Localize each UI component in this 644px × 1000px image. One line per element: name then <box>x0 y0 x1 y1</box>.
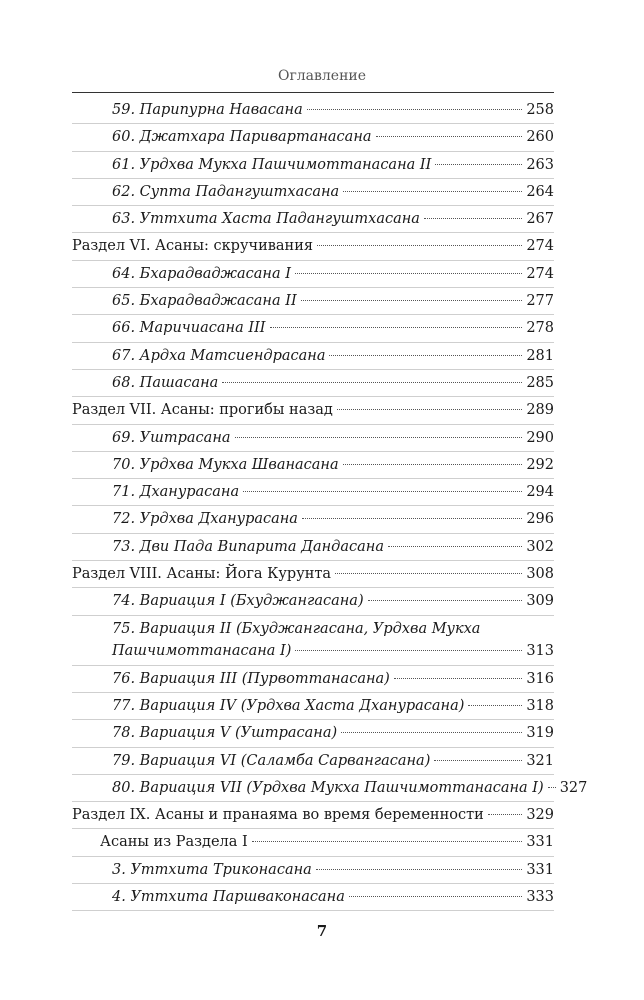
dot-leader <box>316 869 523 870</box>
toc-entry-page: 327 <box>559 779 588 796</box>
toc-entry-page: 285 <box>526 374 554 391</box>
toc-entry-page: 333 <box>526 889 554 906</box>
toc-entry-title: 62. Супта Падангуштхасана <box>112 183 340 200</box>
toc-entry <box>72 179 554 206</box>
toc-entry-title: Асаны из Раздела I <box>100 834 248 851</box>
toc-entry-title: 69. Уштрасана <box>112 429 231 446</box>
toc-entry-title: 67. Ардха Матсиендрасана <box>112 347 326 364</box>
dot-leader <box>270 327 523 328</box>
toc-entry-title: 60. Джатхара Паривартанасана <box>112 129 372 146</box>
toc-entry <box>72 479 554 506</box>
toc-entry-title: Раздел IX. Асаны и пранаяма во время беременности <box>72 807 484 824</box>
toc-entry <box>72 452 554 479</box>
toc-entry-title: Раздел VIII. Асаны: Йога Курунта <box>72 566 332 583</box>
toc-entry <box>72 884 554 911</box>
toc-entry-title: 64. Бхарадваджасана I <box>112 265 291 282</box>
toc-entry <box>72 829 554 856</box>
dot-leader <box>488 814 523 815</box>
toc-entry-title: 65. Бхарадваджасана II <box>112 293 297 310</box>
dot-leader <box>548 787 556 788</box>
toc-entry-title: 63. Уттхита Хаста Падангуштхасана <box>112 211 420 228</box>
toc-entry-title: 71. Дханурасана <box>112 484 240 501</box>
toc-entry-title: 74. Вариация I (Бхуджангасана) <box>112 593 364 610</box>
toc-entry <box>72 857 554 884</box>
dot-leader <box>329 355 522 356</box>
toc-entry-title: 61. Урдхва Мукха Пашчимоттанасана II <box>112 156 432 173</box>
toc-entry <box>72 748 554 775</box>
toc-entry-page: 264 <box>526 183 554 200</box>
toc-entry-title: 78. Вариация V (Уштрасана) <box>112 725 338 742</box>
toc-entry-title: 76. Вариация III (Пурвоттанасана) <box>112 670 390 687</box>
header-rule <box>72 92 554 93</box>
toc-entry <box>72 343 554 370</box>
toc-entry-page: 258 <box>526 102 554 118</box>
toc-entry-page: 319 <box>526 725 554 742</box>
dot-leader <box>301 300 523 301</box>
toc-entry-title: 77. Вариация IV (Урдхва Хаста Дханурасана) <box>112 697 465 714</box>
dot-leader <box>222 382 522 383</box>
toc-entry-page: 309 <box>526 593 554 610</box>
toc-entry <box>72 288 554 315</box>
toc-entry <box>72 261 554 288</box>
toc-entry <box>72 775 588 802</box>
toc-entry <box>72 124 554 151</box>
dot-leader <box>376 136 523 137</box>
toc-entry <box>72 233 554 260</box>
toc-entry-title: 72. Урдхва Дханурасана <box>112 511 298 528</box>
toc-entry-page: 260 <box>526 129 554 146</box>
toc-entry-page: 313 <box>526 642 554 659</box>
toc-entry-title: Раздел VII. Асаны: прогибы назад <box>72 402 333 419</box>
dot-leader <box>435 164 522 165</box>
toc-entry-page: 274 <box>526 265 554 282</box>
toc-entry-title: Раздел VI. Асаны: скручивания <box>72 238 314 255</box>
toc-entry-page: 277 <box>526 293 554 310</box>
toc-entry-title: 66. Маричиасана III <box>112 320 266 337</box>
toc-entry <box>72 425 554 452</box>
dot-leader <box>335 573 522 574</box>
toc-entry-title: 80. Вариация VII (Урдхва Мукха Пашчимоттанасана I) <box>112 779 544 796</box>
toc-entry-title: 3. Уттхита Триконасана <box>112 861 312 878</box>
toc-entry <box>72 588 554 615</box>
toc-entry-title: 59. Парипурна Навасана <box>112 102 303 118</box>
dot-leader <box>307 109 523 110</box>
toc-entry-page: 308 <box>526 566 554 583</box>
dot-leader <box>243 491 522 492</box>
toc-entry <box>72 506 554 533</box>
toc-entry <box>72 618 554 666</box>
toc-entry-title: 79. Вариация VI (Саламба Сарвангасана) <box>112 752 431 769</box>
toc-entry-title: 68. Пашасана <box>112 374 219 391</box>
toc-entry <box>72 152 554 179</box>
toc-entry-title: 70. Урдхва Мукха Шванасана <box>112 456 339 473</box>
toc-entry <box>72 561 554 588</box>
dot-leader <box>394 678 522 679</box>
dot-leader <box>368 600 523 601</box>
toc-entry <box>72 370 554 397</box>
dot-leader <box>317 245 522 246</box>
toc-entry <box>72 720 554 747</box>
toc-entry <box>72 693 554 720</box>
toc-entry-page: 281 <box>526 347 554 364</box>
dot-leader <box>295 650 522 651</box>
dot-leader <box>424 218 522 219</box>
toc-entry-page: 302 <box>526 538 554 555</box>
toc-entry-page: 292 <box>526 456 554 473</box>
dot-leader <box>343 464 523 465</box>
toc-entry <box>72 397 554 424</box>
table-of-contents <box>72 97 588 911</box>
toc-entry-page: 296 <box>526 511 554 528</box>
dot-leader <box>343 191 522 192</box>
toc-entry-page: 274 <box>526 238 554 255</box>
toc-entry-page: 267 <box>526 211 554 228</box>
toc-entry-title: 73. Дви Пада Випарита Дандасана <box>112 538 384 555</box>
toc-entry <box>72 97 554 124</box>
toc-entry-page: 278 <box>526 320 554 337</box>
toc-entry-page: 331 <box>526 861 554 878</box>
running-head: Оглавление <box>277 68 367 84</box>
toc-entry <box>72 666 554 693</box>
toc-entry-title: 75. Вариация II (Бхуджангасана, Урдхва Мукха <box>112 620 481 637</box>
toc-entry-page: 331 <box>526 834 554 851</box>
dot-leader <box>337 409 522 410</box>
toc-entry-page: 290 <box>526 429 554 446</box>
toc-entry <box>72 315 554 342</box>
toc-entry-page: 321 <box>526 752 554 769</box>
dot-leader <box>349 896 522 897</box>
toc-entry-page: 289 <box>526 402 554 419</box>
toc-entry-page: 294 <box>526 484 554 501</box>
page-number: 7 <box>316 922 328 940</box>
dot-leader <box>235 437 523 438</box>
toc-entry-title-cont: Пашчимоттанасана I) <box>112 642 292 659</box>
dot-leader <box>302 518 522 519</box>
toc-entry-page: 316 <box>526 670 554 687</box>
dot-leader <box>434 760 522 761</box>
toc-entry-page: 263 <box>526 156 554 173</box>
dot-leader <box>468 705 522 706</box>
dot-leader <box>388 546 522 547</box>
toc-entry <box>72 206 554 233</box>
toc-entry-title: 4. Уттхита Паршваконасана <box>112 889 345 906</box>
toc-entry-page: 329 <box>526 807 554 824</box>
dot-leader <box>252 841 523 842</box>
dot-leader <box>341 732 522 733</box>
toc-entry <box>72 802 554 829</box>
toc-entry-page: 318 <box>526 697 554 714</box>
toc-entry <box>72 534 554 561</box>
dot-leader <box>295 273 522 274</box>
